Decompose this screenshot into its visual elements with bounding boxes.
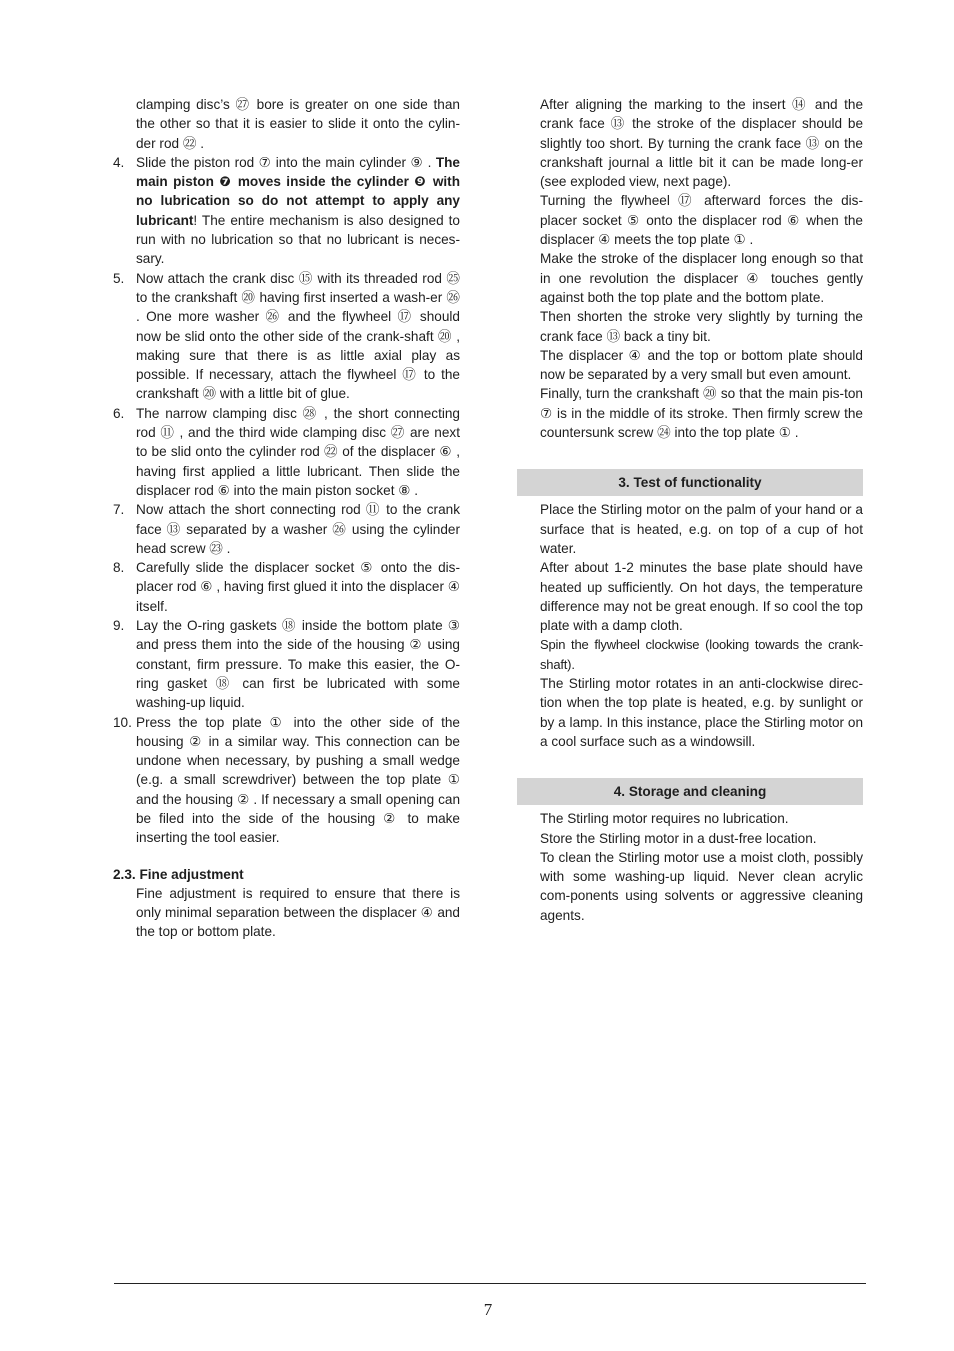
item-text: Carefully slide the displacer socket ⑤ onto the dis-placer rod ⑥ , having first glued it into the displacer ④ itself.: [136, 560, 460, 614]
item-text: [136, 153, 460, 269]
paragraph: The Stirling motor rotates in an anti-clockwise direc-tion when the top plate is heated, e.g. by sunlight or by a lamp. In this instance, place the Stirling motor on a cool surface such as a windowsill.: [540, 676, 863, 749]
list-item: [113, 713, 460, 848]
item-number: 6.: [113, 405, 125, 421]
paragraph: Turning the flywheel ⑰ afterward forces the dis-placer socket ⑤ onto the displacer rod ⑥ when the displacer ④ meets the top plate ① .: [540, 193, 863, 248]
item-number: 5.: [113, 270, 125, 286]
item-number: 10.: [113, 714, 132, 730]
item-text: Press the top plate ① into the other side of the housing ② in a similar way. This connection can be undone when necessary, by pushing a small wedge (e.g. a small screwdriver) between the top plate ① and the housing ② . If necessary a small opening can be filed into the side of the housing ② to make inserting the tool easier.: [136, 714, 460, 846]
footer-rule: [114, 1283, 866, 1284]
section-body-storage: [517, 809, 863, 925]
list-item: [113, 616, 460, 712]
item-text: Now attach the short connecting rod ⑪ to the crank face ⑬ separated by a washer ㉖ using the cylinder head screw ㉓ .: [136, 502, 460, 556]
list-item: [113, 500, 460, 558]
paragraph: Finally, turn the crankshaft ⑳ so that the main pis-ton ⑦ is in the middle of its stroke. Then firmly screw the countersunk screw ㉔ into the top plate ① .: [540, 386, 863, 441]
paragraph: Spin the flywheel clockwise (looking towards the crank-shaft).: [540, 637, 863, 672]
item-number: 9.: [113, 618, 125, 634]
paragraph: The displacer ④ and the top or bottom plate should now be separated by a very small but even amount.: [540, 347, 863, 383]
section-body-functionality: [517, 500, 863, 751]
fine-adjustment-text: Fine adjustment is required to ensure that there is only minimal separation between the displacer ④ and the top or bottom plate.: [136, 885, 460, 940]
item-text-bold: The main piston ❼ moves inside the cylinder ❾ with no lubrication so do not attempt to apply any lubricant: [136, 154, 460, 228]
item-text: Lay the O-ring gaskets ⑱ inside the bottom plate ③ and press them into the side of the housing ② using constant, firm pressure. To make this easier, the O-ring gasket ⑱ can first be lubricated with some washing-up liquid.: [136, 618, 460, 711]
section-heading-functionality: 3. Test of functionality: [517, 469, 863, 496]
list-item: [113, 404, 460, 500]
paragraph: After about 1-2 minutes the base plate should have heated up sufficiently. On hot days, the temperature difference may not be great enough. If so cool the top plate with a damp cloth.: [540, 560, 863, 634]
page-number: 7: [483, 1300, 493, 1319]
list-item: [113, 269, 460, 404]
paragraph: Store the Stirling motor in a dust-free location.: [540, 830, 817, 846]
right-column: [517, 95, 863, 925]
item-text-plain: Slide the piston rod ⑦ into the main cylinder ⑨ .: [136, 154, 436, 170]
item-text-plain-end: ! The entire mechanism is also designed to run with no lubrication so that no lubricant is neces-sary.: [136, 212, 460, 267]
paragraph: The Stirling motor requires no lubrication.: [540, 811, 789, 827]
fine-adjustment-continued: [517, 95, 863, 442]
fine-adjustment-heading: 2.3. Fine adjustment: [113, 866, 244, 882]
continuation-text: clamping disc’s ㉗ bore is greater on one side than the other so that it is easier to slide it onto the cylin-der rod ㉒ .: [136, 97, 460, 151]
paragraph: Place the Stirling motor on the palm of your hand or a surface that is heated, e.g. on top of a cup of hot water.: [540, 502, 863, 556]
paragraph: Then shorten the stroke very slightly by turning the crank face ⑬ back a tiny bit.: [540, 309, 863, 344]
paragraph: To clean the Stirling motor use a moist cloth, possibly with some washing-up liquid. Never clean acrylic com-ponents using solvents or aggressive cleaning agents.: [540, 849, 863, 923]
item-number: 8.: [113, 560, 125, 576]
item-text: The narrow clamping disc ㉘ , the short connecting rod ⑪ , and the third wide clamping disc ㉗ are next to be slid onto the cylinder rod ㉒ of the displacer ⑥ , having first applied a little lubricant. Then slide the displacer rod ⑥ into the main piston socket ⑧ .: [136, 405, 460, 498]
list-item: [113, 558, 460, 616]
paragraph: Make the stroke of the displacer long enough so that in one revolution the displacer ④ touches gently against both the top plate and the bottom plate.: [540, 251, 863, 305]
item-number: 4.: [113, 154, 125, 170]
list-item: [113, 153, 460, 269]
section-heading-storage: 4. Storage and cleaning: [517, 778, 863, 805]
item-text: Now attach the crank disc ⑮ with its threaded rod ㉕ to the crankshaft ⑳ having first inserted a wash-er ㉖ . One more washer ㉖ and the flywheel ⑰ should now be slid onto the other side of the crank-shaft ⑳ , making sure that there is as little axial play as possible. If necessary, attach the flywheel ⑰ to the crankshaft ⑳ with a little bit of glue.: [136, 270, 460, 402]
item-number: 7.: [113, 502, 125, 518]
paragraph: After aligning the marking to the insert ⑭ and the crank face ⑬ the stroke of the displacer should be slightly too short. By turning the crank face ⑬ on the crankshaft journal a little bit it can be made long-er (see exploded view, next page).: [540, 97, 863, 190]
left-column: [113, 95, 460, 942]
